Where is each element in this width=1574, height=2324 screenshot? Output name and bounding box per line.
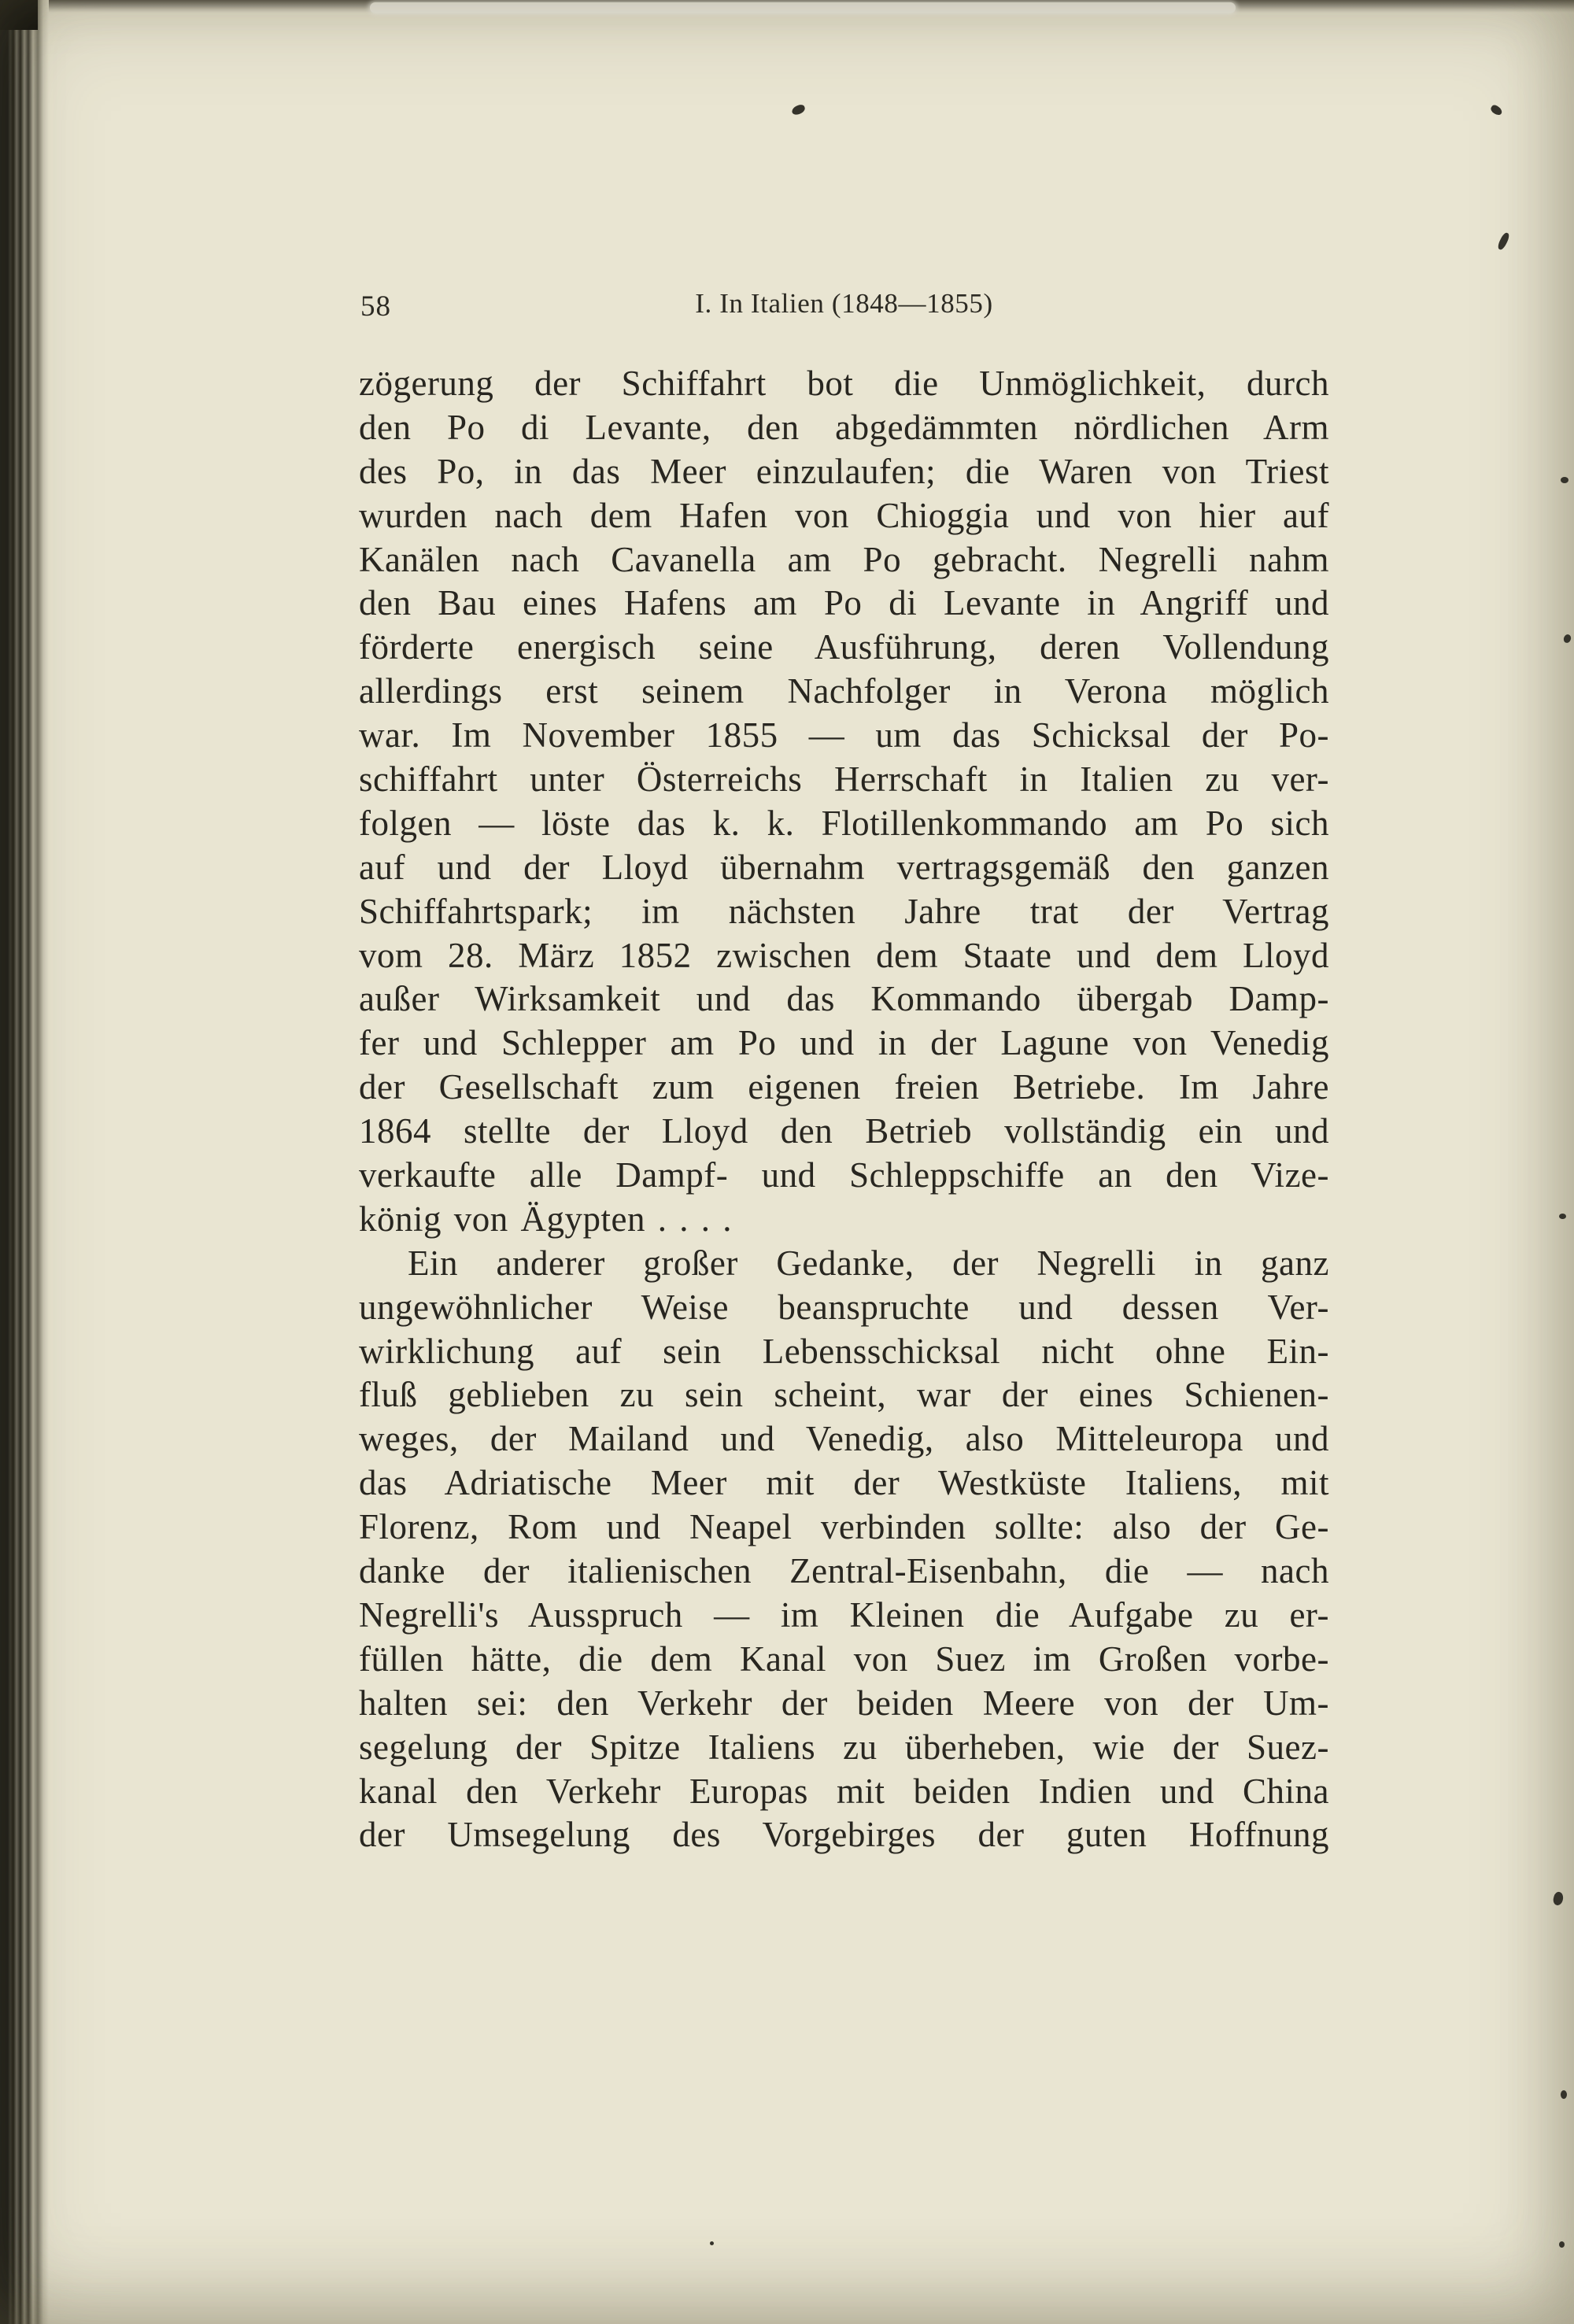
text-line: der Umsegelung des Vorgebirges der guten Hoffnung: [359, 1815, 1329, 1855]
stacked-page-edges: [0, 0, 49, 2324]
ink-speck: [1559, 1214, 1566, 1219]
text-line: ungewöhnlicher Weise beanspruchte und dessen Ver-: [359, 1287, 1329, 1327]
ink-speck: [1561, 2090, 1567, 2099]
text-line: verkaufte alle Dampf- und Schleppschiffe an den Vize-: [359, 1155, 1329, 1195]
page-head: [359, 288, 1329, 329]
text-line: 1864 stellte der Lloyd den Betrieb vollständig ein und: [359, 1111, 1329, 1151]
text-line: schiffahrt unter Österreichs Herrschaft in Italien zu ver-: [359, 759, 1329, 800]
text-line: auf und der Lloyd übernahm vertragsgemäß den ganzen: [359, 847, 1329, 887]
text-line: Ein anderer großer Gedanke, der Negrelli in ganz: [408, 1243, 1329, 1283]
text-line: allerdings erst seinem Nachfolger in Verona möglich: [359, 671, 1329, 711]
text-line: kanal den Verkehr Europas mit beiden Indien und China: [359, 1771, 1329, 1811]
text-line: Kanälen nach Cavanella am Po gebracht. Negrelli nahm: [359, 539, 1329, 579]
text-line: wirklichung auf sein Lebensschicksal nicht ohne Ein-: [359, 1331, 1329, 1371]
text-line: förderte energisch seine Ausführung, deren Vollendung: [359, 627, 1329, 667]
text-line: war. Im November 1855 — um das Schicksal der Po-: [359, 715, 1329, 756]
text-line: segelung der Spitze Italiens zu überheben, wie der Suez-: [359, 1727, 1329, 1767]
running-header: I. In Italien (1848—1855): [695, 288, 993, 319]
ink-speck: [1562, 634, 1572, 644]
ink-speck: [1489, 104, 1503, 116]
text-line: wurden nach dem Hafen von Chioggia und von hier auf: [359, 495, 1329, 535]
ink-speck: [1496, 231, 1510, 251]
text-line: zögerung der Schiffahrt bot die Unmöglichkeit, durch: [359, 364, 1329, 403]
text-line: fluß geblieben zu sein scheint, war der eines Schienen-: [359, 1375, 1329, 1415]
ink-speck: [791, 104, 807, 116]
scan-corner-shadow: [0, 0, 38, 30]
text-line: füllen hätte, die dem Kanal von Suez im Großen vorbe-: [359, 1639, 1329, 1679]
text-line: außer Wirksamkeit und das Kommando übergab Damp-: [359, 979, 1329, 1019]
ink-speck: [1561, 477, 1568, 483]
text-line: den Bau eines Hafens am Po di Levante in Angriff und: [359, 583, 1329, 623]
text-line: weges, der Mailand und Venedig, also Mitteleuropa und: [359, 1419, 1329, 1459]
ink-speck: [710, 2241, 714, 2245]
text-line: Florenz, Rom und Neapel verbinden sollte: also der Ge-: [359, 1507, 1329, 1547]
body-text: [359, 362, 1329, 1857]
text-line: danke der italienischen Zentral-Eisenbahn, die — nach: [359, 1551, 1329, 1591]
text-line: könig von Ägypten . . . .: [359, 1199, 732, 1239]
text-line: folgen — löste das k. k. Flotillenkommando am Po sich: [359, 803, 1329, 843]
ink-speck: [1552, 1891, 1565, 1906]
text-line: vom 28. März 1852 zwischen dem Staate und dem Lloyd: [359, 935, 1329, 975]
text-line: den Po di Levante, den abgedämmten nördlichen Arm: [359, 407, 1329, 447]
text-line: fer und Schlepper am Po und in der Lagune von Venedig: [359, 1023, 1329, 1063]
text-line: der Gesellschaft zum eigenen freien Betriebe. Im Jahre: [359, 1067, 1329, 1107]
text-line: halten sei: den Verkehr der beiden Meere von der Um-: [359, 1683, 1329, 1723]
text-line: des Po, in das Meer einzulaufen; die Waren von Triest: [359, 451, 1329, 491]
text-line: Schiffahrtspark; im nächsten Jahre trat der Vertrag: [359, 891, 1329, 931]
page-number: 58: [360, 290, 391, 323]
page-top-highlight: [370, 2, 1236, 13]
text-line: das Adriatische Meer mit der Westküste Italiens, mit: [359, 1463, 1329, 1503]
ink-speck: [1559, 2241, 1565, 2248]
text-line: Negrelli's Ausspruch — im Kleinen die Aufgabe zu er-: [359, 1594, 1329, 1635]
